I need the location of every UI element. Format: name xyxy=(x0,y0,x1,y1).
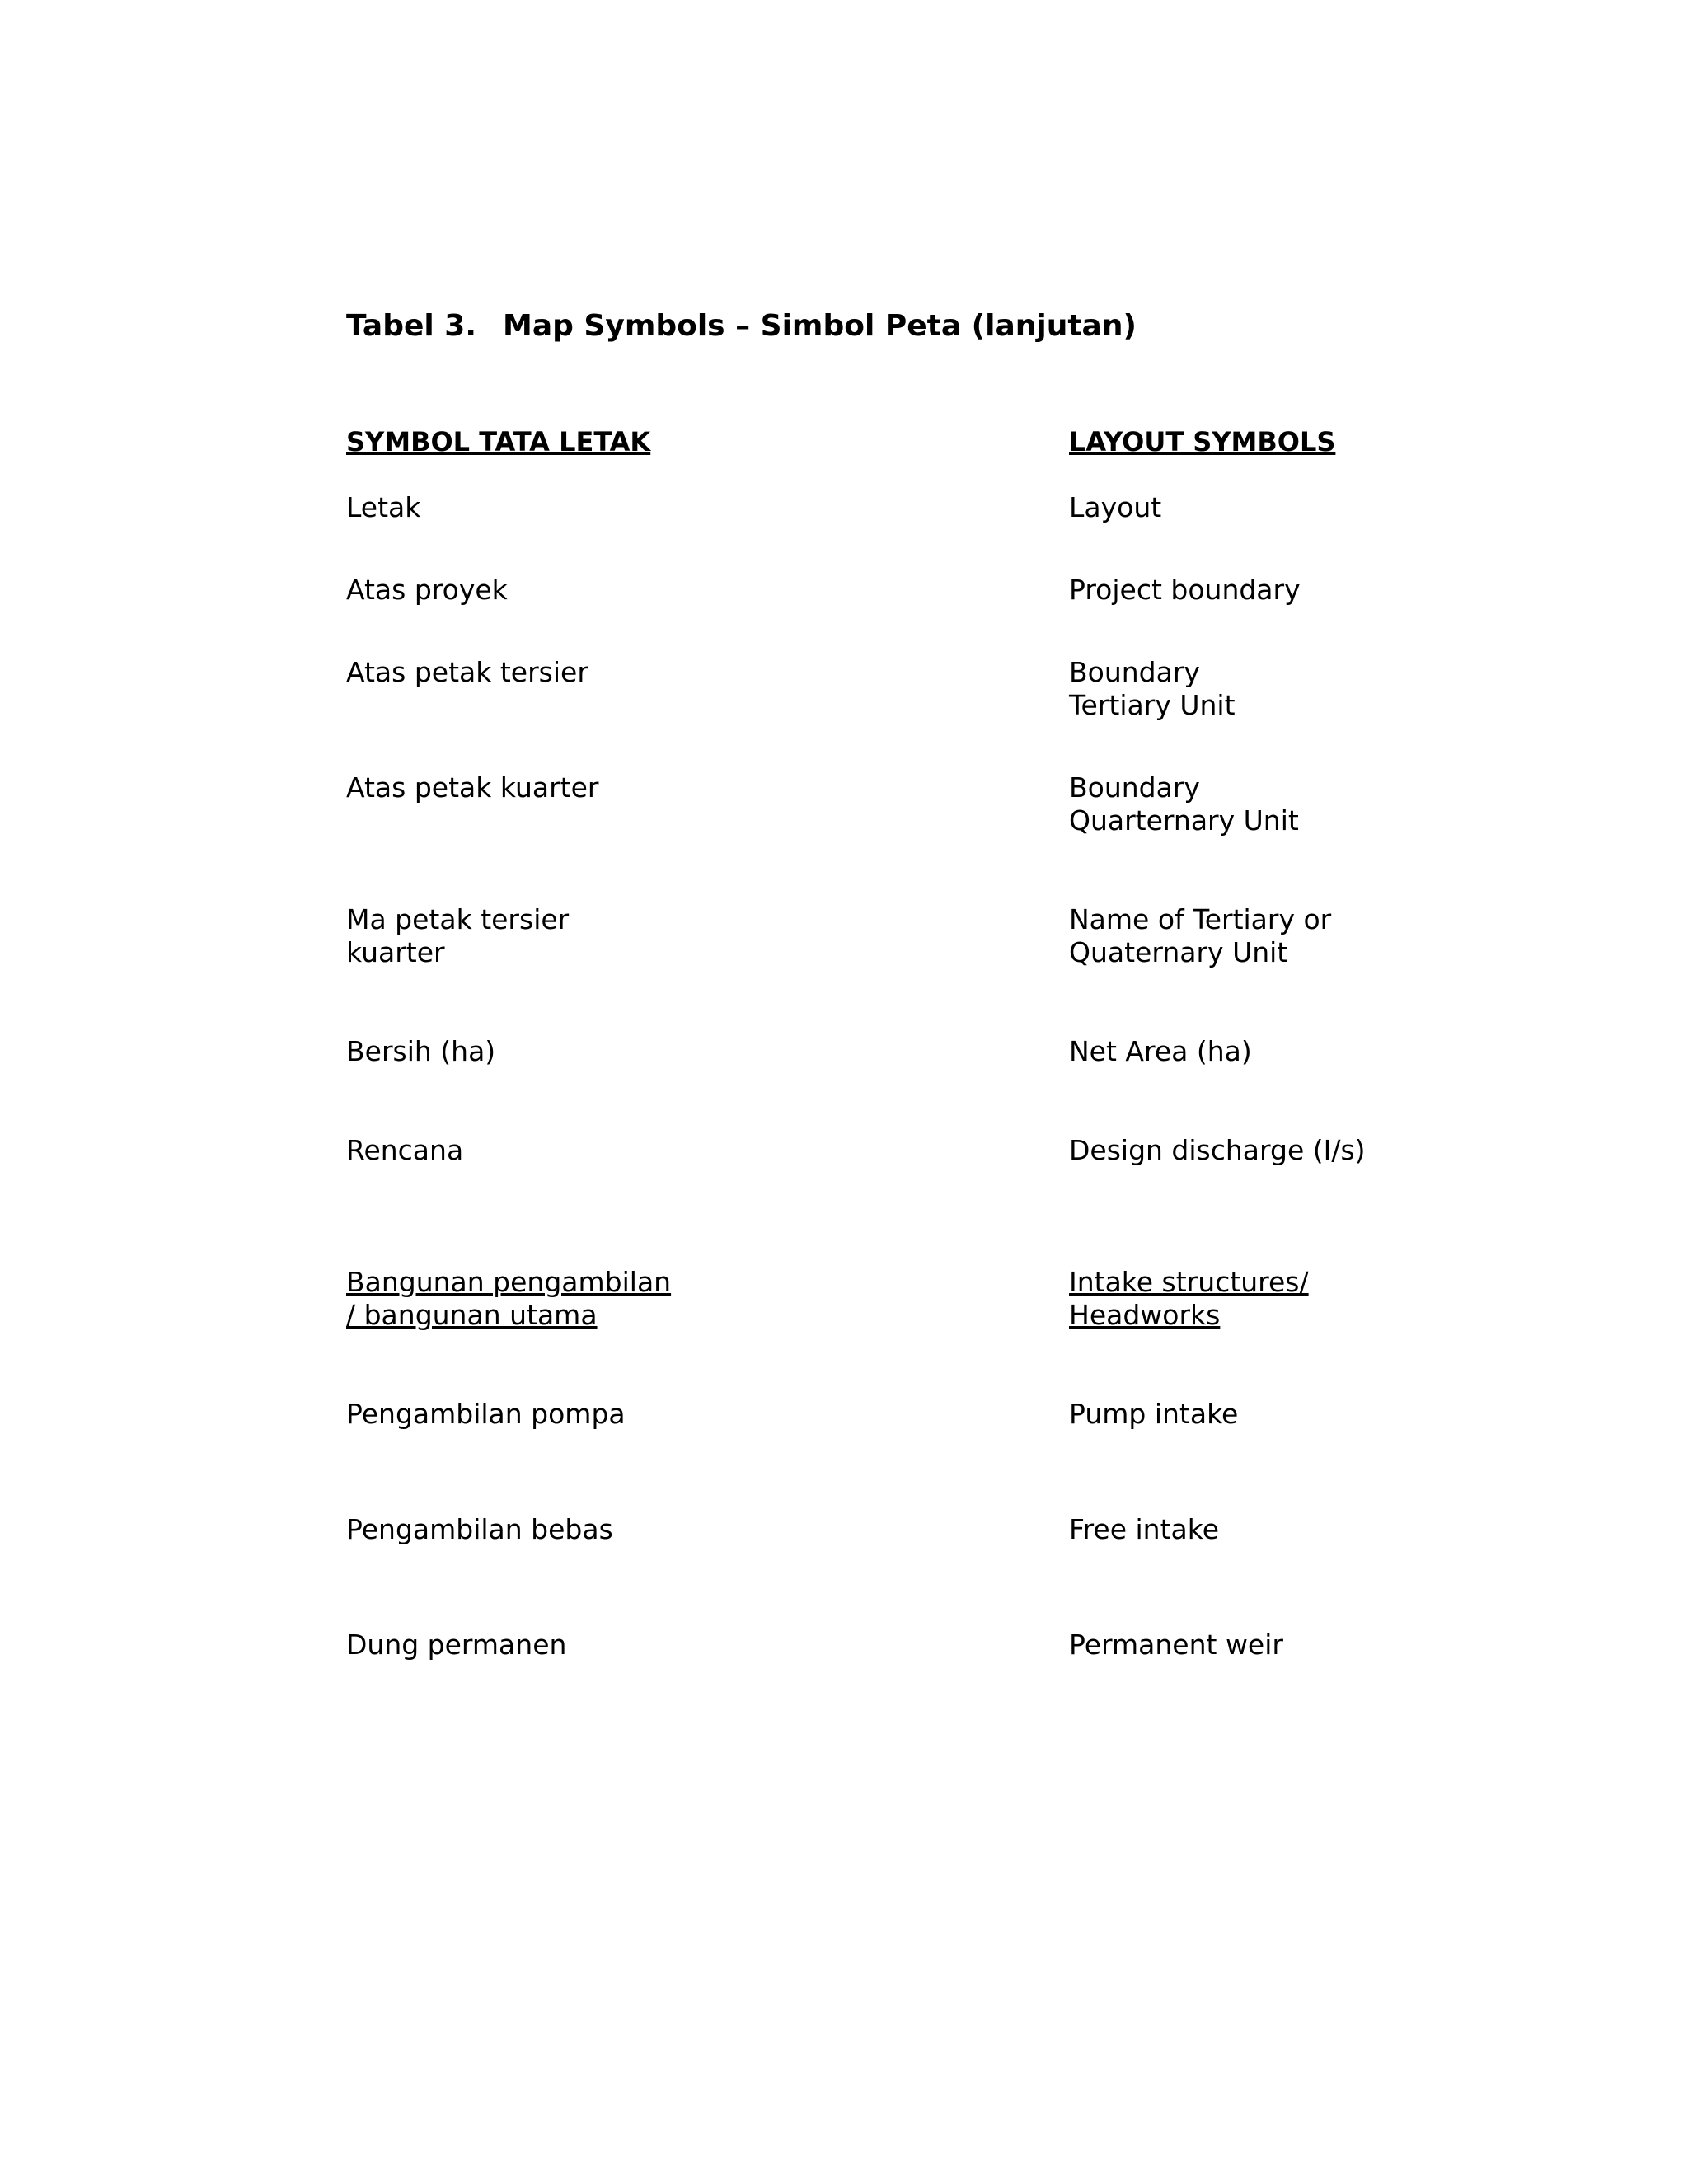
table-number: Tabel 3. xyxy=(346,309,476,343)
right-column-header: LAYOUT SYMBOLS xyxy=(1069,426,1336,457)
row-left-text: Rencana xyxy=(346,1134,464,1166)
table-title-text: Map Symbols – Simbol Peta (lanjutan) xyxy=(503,309,1137,343)
row-right-text: Design discharge (I/s) xyxy=(1069,1134,1366,1166)
row-left-text: Atas petak kuarter xyxy=(346,771,599,804)
row-right-text: Net Area (ha) xyxy=(1069,1035,1252,1067)
row-right-text: Boundary Quarternary Unit xyxy=(1069,771,1299,837)
row-right-text: Project boundary xyxy=(1069,574,1301,606)
row-right-text: Layout xyxy=(1069,491,1162,523)
row-left-text: Pengambilan pompa xyxy=(346,1398,626,1430)
row-left-text: Pengambilan bebas xyxy=(346,1513,613,1545)
row-right-text: Intake structures/ Headworks xyxy=(1069,1266,1309,1331)
row-right-text: Name of Tertiary or Quaternary Unit xyxy=(1069,903,1332,968)
row-right-text: Permanent weir xyxy=(1069,1629,1283,1661)
row-right-text: Boundary Tertiary Unit xyxy=(1069,656,1236,721)
row-left-text: Atas petak tersier xyxy=(346,656,588,688)
row-left-text: Dung permanen xyxy=(346,1629,567,1661)
row-left-text: Ma petak tersier kuarter xyxy=(346,903,570,968)
row-left-text: Letak xyxy=(346,491,421,523)
row-right-text: Pump intake xyxy=(1069,1398,1239,1430)
row-right-text: Free intake xyxy=(1069,1513,1219,1545)
left-column-header: SYMBOL TATA LETAK xyxy=(346,426,651,457)
row-left-text: Bangunan pengambilan / bangunan utama xyxy=(346,1266,672,1331)
row-left-text: Bersih (ha) xyxy=(346,1035,496,1067)
table-title xyxy=(346,308,1137,344)
row-left-text: Atas proyek xyxy=(346,574,508,606)
